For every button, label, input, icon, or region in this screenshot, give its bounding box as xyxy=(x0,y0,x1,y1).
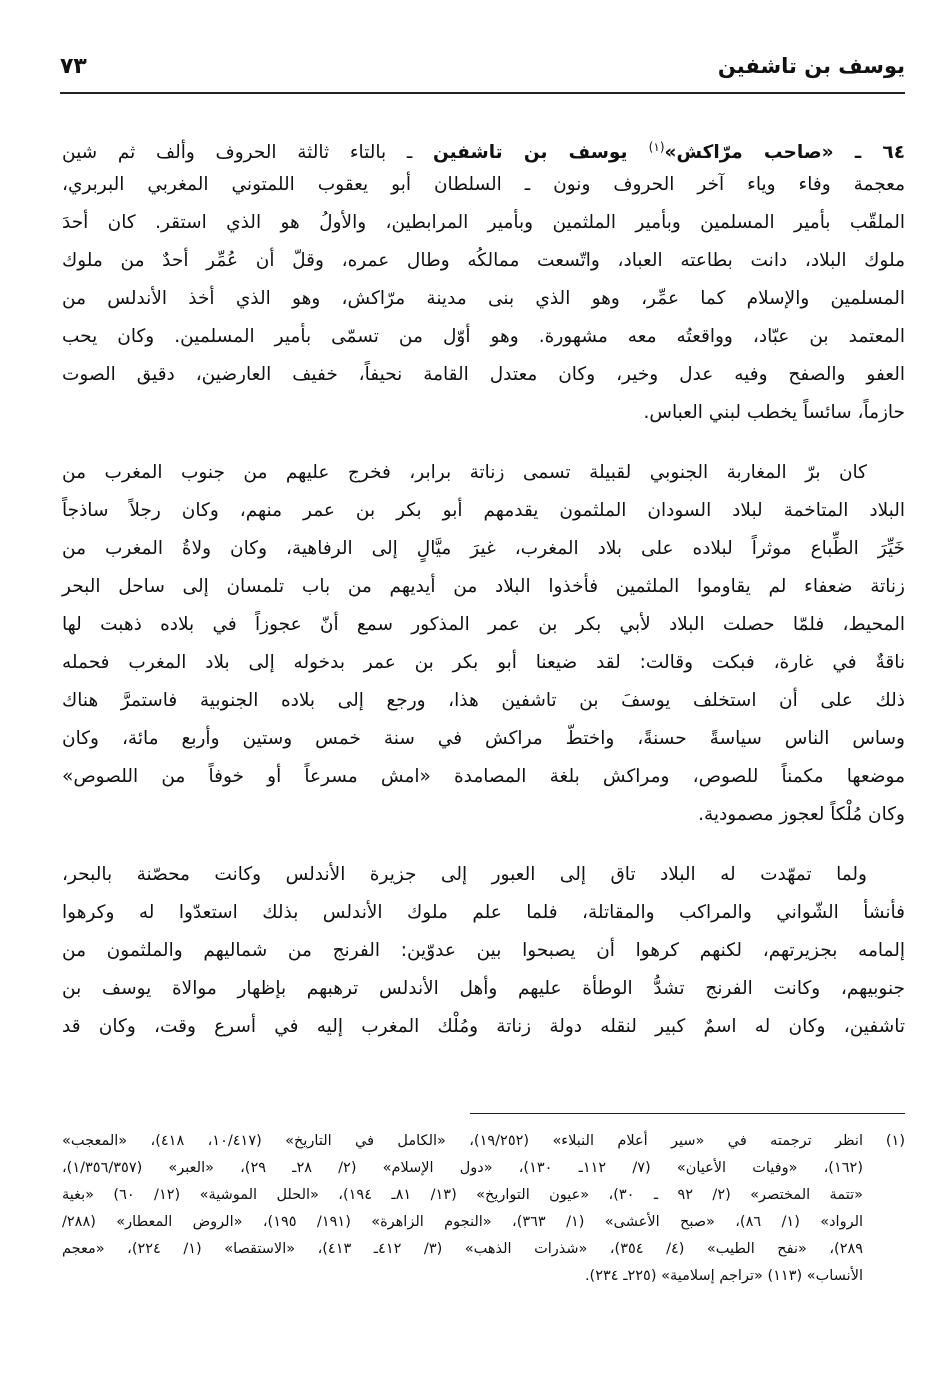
paragraph xyxy=(62,454,905,834)
main-text xyxy=(62,128,905,1068)
text-line: العفو والصفح وفيه عدل وخير، وكان معتدل القامة نحيفاً، خفيف العارضين، دقيق الصوت xyxy=(62,364,905,385)
text-line: وكان مُلْكاً لعجوز مصمودية. xyxy=(698,804,905,825)
footnote-line xyxy=(62,1263,905,1290)
running-title: يوسف بن تاشفين xyxy=(717,54,905,78)
footnotes xyxy=(62,1128,905,1290)
footnote-line xyxy=(62,1236,905,1263)
text-line: البلاد المتاخمة لبلاد السودان الملثمون يقدمهم أبو بكر بن عمر منهم، وكان رجلاً ساذجاً xyxy=(62,500,905,521)
text-line: المعتمد بن عبّاد، وواقعتُه معه مشهورة. وهو أوّل من تسمّى بأمير المسلمين. وكان يحب xyxy=(62,326,905,347)
text-line: ولما تمهّدت له البلاد تاق إلى العبور إلى جزيرة الأندلس وكانت محصّنة بالبحر، xyxy=(62,864,867,885)
footnote-line xyxy=(62,1155,905,1182)
footnote-text: «تتمة المختصر» (٢/ ٩٢ ـ ٣٠)، «عيون التواريخ» (١٣/ ٨١ـ ١٩٤)، «الحلل الموشية» (١٢/ ٦٠) «بغية xyxy=(62,1187,863,1203)
footnote-divider xyxy=(470,1113,905,1114)
paragraph xyxy=(62,856,905,1046)
text-line: المحيط، فلمّا حصلت البلاد لأبي بكر بن عمر المذكور سمع أنّ عجوزاً في بلاده ذهبت لها xyxy=(62,614,905,635)
text-line: معجمة وفاء وياء آخر الحروف ونون ـ السلطان أبو يعقوب اللمتوني المغربي البربري، xyxy=(62,174,905,195)
page-number: ٧٣ xyxy=(60,54,87,79)
text-line: موضعها مكمناً للصوص، ومراكش بلغة المصامدة «امش مسرعاً أو خوفاً من اللصوص» xyxy=(62,766,905,787)
footnote-marker: (١) xyxy=(885,1133,905,1149)
page-header xyxy=(60,52,905,94)
entry-first-line-text: ـ بالتاء ثالثة الحروف وألف ثم شين xyxy=(62,142,433,164)
footnote-reference[interactable]: (١) xyxy=(648,140,665,154)
footnote-text: ٢٨٩)، «نفح الطيب» (٤/ ٣٥٤)، «شذرات الذهب» (٣/ ٤١٢ـ ٤١٣)، «الاستقصا» (١/ ٢٢٤)، «معجم xyxy=(62,1241,864,1257)
text-line: الملقّب بأمير المسلمين وبأمير الملثمين وبأمير المرابطين، والأولُ هو الذي استقر. كان أحدَ xyxy=(62,212,905,233)
text-line: ملوك البلاد، دانت بطاعته العباد، واتّسعت ممالكُه وطال عمره، وقلّ أن عُمِّر أحدٌ من ملوك xyxy=(62,250,905,271)
text-line: المسلمين والإسلام كما عمِّر، وهو الذي بنى مدينة مرّاكش، وهو الذي أخذ الأندلس من xyxy=(62,288,905,309)
paragraph xyxy=(62,166,905,432)
entry-name: يوسف بن تاشفين xyxy=(432,142,649,164)
footnote-line xyxy=(62,1182,905,1209)
footnote-line xyxy=(62,1209,905,1236)
text-line: ذلك على أن استخلف يوسفَ بن تاشفين هذا، ورجع إلى بلاده الجنوبية فاستمرَّ هناك xyxy=(62,690,905,711)
text-line: إلمامه بجزيرتهم، لكنهم كرهوا أن يصبحوا بين عدوّين: الفرنج من شماليهم والملثمون من xyxy=(62,940,905,961)
text-line: حازماً، سائساً يخطب لبني العباس. xyxy=(643,402,905,423)
footnote-text: الرواد» (١/ ٨٦)، «صبح الأعشى» (١/ ٣٦٣)، «النجوم الزاهرة» (١٩١/ ١٩٥)، «الروض المعطار» (٢٨٨/ xyxy=(62,1214,864,1230)
text-line: زناتة ضعفاء لم يقاوموا الملثمين فأخذوا البلاد من أيديهم من باب تلمسان إلى ساحل البحر xyxy=(62,576,905,597)
text-line: تاشفين، وكان له اسمٌ كبير لنقله دولة زناتة ومُلْك المغرب إليه في أسرع وقت، وكان قد xyxy=(62,1016,905,1037)
footnote-text: (١٦٢)، «وفيات الأعيان» (٧/ ١١٢ـ ١٣٠)، «دول الإسلام» (٢/ ٢٨ـ ٢٩)، «العبر» (١/٣٥٦/٣٥٧)، xyxy=(62,1160,863,1176)
text-line: خَيِّرَ الطِّباع موثراً لبلاده على بلاد المغرب، غيرَ ميَّالٍ إلى الرفاهية، وكان ولاةُ المغرب من xyxy=(62,538,905,559)
footnote-line xyxy=(62,1128,905,1155)
footnote-text: الأنساب» (١١٣) «تراجم إسلامية» (٢٢٥ـ ٢٣٤). xyxy=(584,1268,863,1284)
text-line: ناقةٌ في غارة، فبكت وقالت: لقد ضيعنا أبو بكر بن عمر بدخوله إلى بلاد المغرب فحمله xyxy=(62,652,905,673)
entry-heading: ٦٤ ـ «صاحب مرّاكش» xyxy=(664,142,905,164)
footnote-text: انظر ترجمته في «سير أعلام النبلاء» (١٩/٢٥٢)، «الكامل في التاريخ» (١٠/٤١٧، ٤١٨)، «المعجب» xyxy=(62,1133,863,1149)
entry-first-line xyxy=(62,128,905,166)
text-line: وساس الناس سياسةً حسنةً، واختطّ مراكش في سنة خمس وستين وأربع مائة، وكان xyxy=(62,728,905,749)
text-line: جنوبيهم، وكانت الفرنج تشدُّ الوطأة عليهم وأهل الأندلس ترهبهم بإظهار موالاة يوسف بن xyxy=(62,978,905,999)
text-line: كان برّ المغاربة الجنوبي لقبيلة تسمى زناتة برابر، فخرج عليهم من جنوب المغرب من xyxy=(62,462,867,483)
text-line: فأنشأ الشّواني والمراكب والمقاتلة، فلما علم ملوك الأندلس بذلك استعدّوا له وكرهوا xyxy=(62,902,905,923)
